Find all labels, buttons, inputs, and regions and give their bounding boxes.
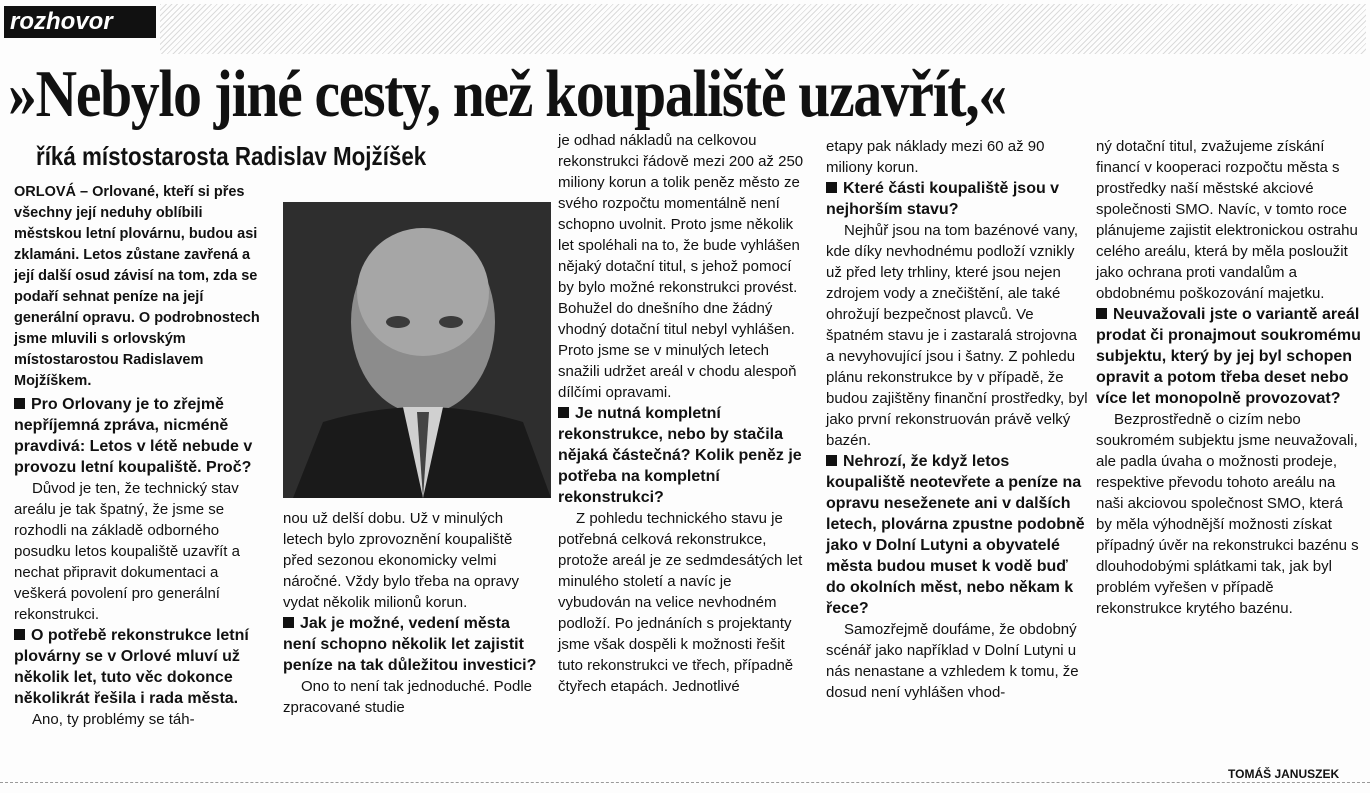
question-2: O potřebě rekonstrukce letní plovárny se v Orlové mluví už několik let, tuto věc dokonce několikrát řešila i rada města.	[14, 627, 249, 707]
answer-2: nou už delší dobu. Už v minulých letech bylo zprovoznění koupaliště před sezonou ekonomicky velmi náročné. Vždy bylo třeba na opravy vydat několik milionů korun.	[283, 510, 519, 611]
bullet-square-icon	[14, 629, 25, 640]
bullet-square-icon	[14, 398, 25, 409]
answer-6-start: Samozřejmě doufáme, že obdobný scénář jako například v Dolní Lutyni u nás nenastane a vzhledem k tomu, že dosud není vyhlášen vhod-	[826, 621, 1079, 701]
answer-4: Z pohledu technického stavu je potřebná celková rekonstrukce, protože areál je ze sedmdesátých let minulého století a navíc je vybudován na velice nevhodném podloží. Po jednáních s projektanty jsme však dospěli k možnosti řešit tuto rekonstrukci ve třech, případně čtyřech etapách. Jednotlivé	[558, 510, 803, 695]
portrait-photo	[283, 202, 551, 498]
answer-1: Důvod je ten, že technický stav areálu je tak špatný, že jsme se rozhodli na základě odborného posudku letos koupaliště uzavřít a nechat připravit dokumentaci a veškerá povolení pro generální rekonstrukci.	[14, 480, 240, 623]
headline: »Nebylo jiné cesty, než koupaliště uzavřít,«	[8, 57, 1006, 131]
answer-4-end: etapy pak náklady mezi 60 až 90 miliony korun.	[826, 138, 1045, 176]
column-2	[283, 508, 545, 793]
column-5	[1096, 136, 1362, 793]
bullet-square-icon	[826, 182, 837, 193]
question-6: Nehrozí, že když letos koupaliště neotevřete a peníze na opravu neseženete ani v dalších letech, plovárna zpustne podobně jako v Dolní Lutyni a obyvatelé města budou muset k vodě buď do okolních měst, nebo někam k řece?	[826, 453, 1085, 617]
column-3	[558, 130, 808, 793]
question-1: Pro Orlovany je to zřejmě nepříjemná zpráva, nicméně pravdivá: Letos v létě nebude v provozu letní koupaliště. Proč?	[14, 396, 253, 476]
answer-5: Nejhůř jsou na tom bazénové vany, kde díky nevhodnému podloží vznikly už před lety trhliny, které jsou nejen zdrojem vody a znečištění, ale také ohrožují bezpečnost plavců. Ve špatném stavu je i zastaralá strojovna a nevyhovující jsou i šatny. Z pohledu plánu rekonstrukce by v případě, že budou zajištěny finanční prostředky, byl jako první rekonstruován právě velký bazén.	[826, 222, 1088, 449]
bottom-rule	[0, 782, 1370, 784]
lede-paragraph: ORLOVÁ – Orlované, kteří si přes všechny její neduhy oblíbili městskou letní plovárnu, budou asi zklamáni. Letos zůstane zavřená a její další osud závisí na tom, zda se podaří sehnat peníze na její generální opravu. O podrobnostech jsme mluvili s orlovským místostarostou Radislavem Mojžíškem.	[14, 184, 260, 389]
question-7: Neuvažovali jste o variantě areál prodat či pronajmout soukromému subjektu, který by jej byl schopen opravit a potom třeba deset nebo více let monopolně provozovat?	[1096, 306, 1361, 407]
bullet-square-icon	[558, 407, 569, 418]
question-5: Které části koupaliště jsou v nejhorším stavu?	[826, 180, 1060, 218]
answer-2-start: Ano, ty problémy se táh-	[32, 711, 195, 728]
header-hatch-decoration	[160, 4, 1366, 54]
byline: TOMÁŠ JANUSZEK	[1228, 767, 1340, 781]
answer-6: ný dotační titul, zvažujeme získání financí v kooperaci rozpočtu města s prostředky naší městské akciové společnosti SMO. Navíc, v tomto roce plánujeme zajistit elektronickou ostrahu celého areálu, která by měla posloužit jako ochrana proti vandalům a obdobnému poškozování majetku.	[1096, 138, 1358, 302]
bullet-square-icon	[826, 455, 837, 466]
bullet-square-icon	[283, 617, 294, 628]
question-4: Je nutná kompletní rekonstrukce, nebo by stačila nějaká částečná? Kolik peněz je potřeba na kompletní rekonstrukci?	[558, 405, 802, 506]
column-4	[826, 136, 1088, 793]
section-tag: rozhovor	[4, 6, 156, 38]
question-3: Jak je možné, vedení města není schopno několik let zajistit peníze na tak důležitou investici?	[283, 615, 537, 674]
subhead: říká místostarosta Radislav Mojžíšek	[36, 141, 427, 171]
answer-3: je odhad nákladů na celkovou rekonstrukci řádově mezi 200 až 250 miliony korun a tolik peněz město ze svého rozpočtu momentálně není schopno uvolnit. Proto jsme několik let spoléhali na to, že bude vyhlášen nějaký dotační titul, s jehož pomocí by bylo možné rekonstrukci provést. Bohužel do dnešního dne žádný vhodný dotační titul nebyl vyhlášen. Proto jsme se v minulých letech snažili udržet areál v chodu alespoň dílčími opravami.	[558, 132, 804, 401]
answer-7: Bezprostředně o cizím nebo soukromém subjektu jsme neuvažovali, ale padla úvaha o možnosti prodeje, respektive převodu tohoto areálu na naši akciovou společnost SMO, která by měla výhodnější možnosti získat případný úvěr na rekonstrukci bazénu s dlouhodobými splátkami tak, jak byl problém vyřešen v případě rekonstrukce krytého bazénu.	[1096, 411, 1359, 617]
column-1	[14, 182, 260, 793]
bullet-square-icon	[1096, 308, 1107, 319]
portrait-photo-icon	[283, 202, 551, 498]
answer-3-start: Ono to není tak jednoduché. Podle zpracované studie	[283, 678, 533, 716]
